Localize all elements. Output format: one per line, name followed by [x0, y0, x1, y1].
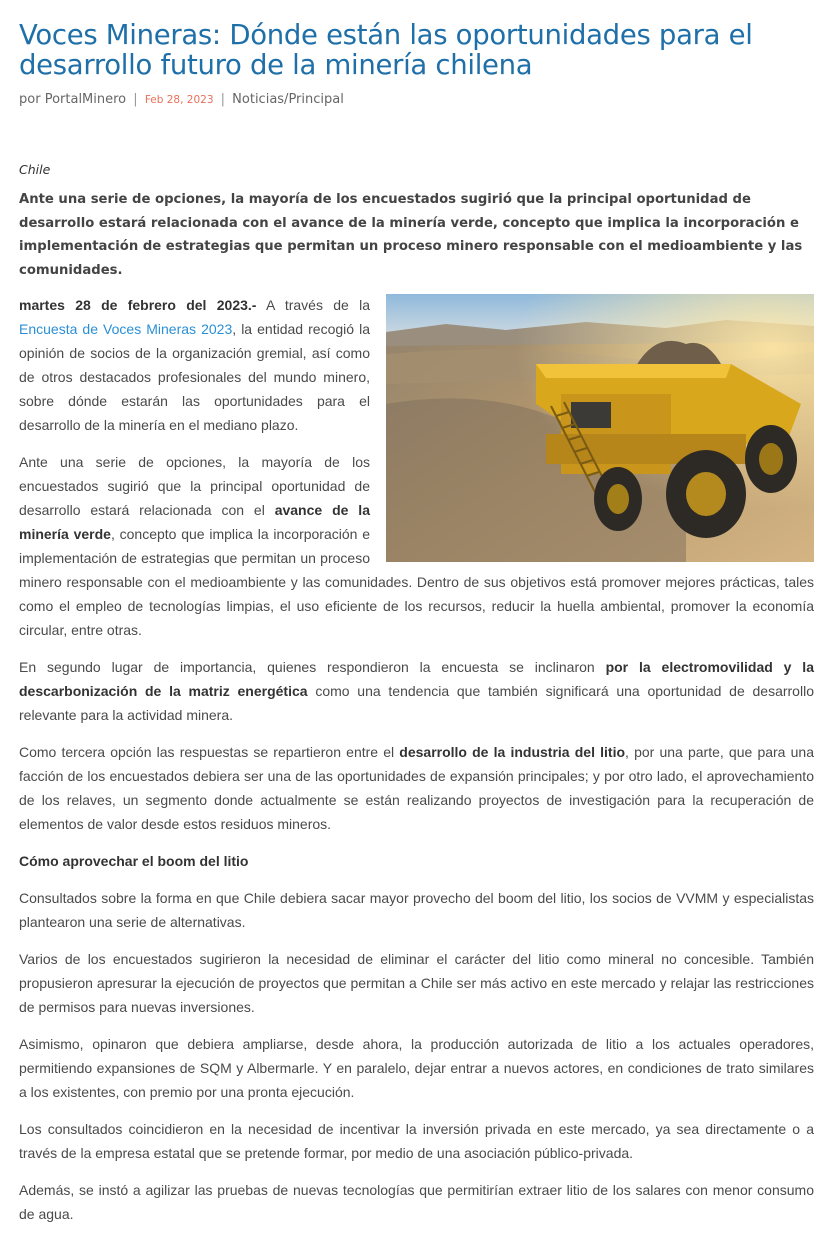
paragraph-4	[19, 740, 814, 836]
bold-text: por la electromovilidad y la descarbonización de la matriz energética	[19, 659, 814, 699]
paragraph-3	[19, 655, 814, 727]
author-link[interactable]: PortalMinero	[44, 92, 127, 107]
survey-link[interactable]: Encuesta de Voces Mineras 2023	[19, 321, 233, 337]
paragraph-text: Ante una serie de opciones, la mayoría de los encuestados sugirió que la principal oportunidad de desarrollo estará relacionada con el	[19, 454, 370, 518]
paragraph-6: Varios de los encuestados sugirieron la necesidad de eliminar el carácter del litio como mineral no concesible. También propusieron apresurar la ejecución de proyectos que permitan a Chile ser más activo en este mercado y relajar las restricciones de permisos para nuevas inversiones.	[19, 951, 814, 1015]
article-body	[19, 293, 814, 1226]
location: Chile	[19, 162, 51, 177]
meta-separator: |	[220, 92, 226, 107]
paragraph-text: , la entidad recogió la opinión de socios de la organización gremial, así como de otros destacados profesionales del mundo minero, sobre dónde estarán las oportunidades para el desarrollo de la minería en el mediano plazo.	[19, 321, 371, 433]
by-prefix: por	[19, 92, 41, 107]
paragraph-text: , por una parte, que para una facción de los encuestados debiera ser una de las oportunidades de expansión principales; y por otro lado, el aprovechamiento de los relaves, un segmento donde actualmente se están realizando proyectos de investigación para la recuperación de elementos de valor desde estos residuos mineros.	[19, 744, 814, 832]
article-meta	[19, 91, 814, 109]
paragraph-text: A través de la	[256, 297, 371, 313]
paragraph-9: Además, se instó a agilizar las pruebas de nuevas tecnologías que permitirían extraer litio de los salares con menor consumo de agua.	[19, 1182, 814, 1222]
dateline: martes 28 de febrero del 2023.-	[19, 297, 257, 313]
subheading: Cómo aprovechar el boom del litio	[19, 853, 249, 869]
paragraph-text: como una tendencia que también significará una oportunidad de desarrollo relevante para la actividad minera.	[19, 683, 814, 723]
bold-text: avance de la minería verde	[19, 502, 370, 542]
paragraph-text: En segundo lugar de importancia, quienes respondieron la encuesta se inclinaron	[19, 659, 606, 675]
mining-truck-image	[386, 294, 814, 562]
publish-date: Feb 28, 2023	[144, 94, 214, 106]
bold-text: desarrollo de la industria del litio	[399, 744, 626, 760]
article-title: Voces Mineras: Dónde están las oportunidades para el desarrollo futuro de la minería chilena	[19, 19, 753, 81]
paragraph-7: Asimismo, opinaron que debiera ampliarse, desde ahora, la producción autorizada de litio a los actuales operadores, permitiendo expansiones de SQM y Albermarle. Y en paralelo, dejar entrar a nuevos actores, en condiciones de trato similares a los existentes, con premio por una pronta ejecución.	[19, 1036, 814, 1100]
lead-paragraph: Ante una serie de opciones, la mayoría de los encuestados sugirió que la principal oportunidad de desarrollo estará relacionada con el avance de la minería verde, concepto que implica la incorporación e implementación de estrategias que permitan un proceso minero responsable con el medioambiente y las comunidades.	[19, 192, 803, 278]
paragraph-text: Como tercera opción las respuestas se repartieron entre el	[19, 744, 400, 760]
meta-separator: |	[133, 92, 138, 107]
article	[19, 0, 814, 1239]
paragraph-8: Los consultados coincidieron en la necesidad de incentivar la inversión privada en este mercado, ya sea directamente o a través de la empresa estatal que se pretende formar, por medio de una asociación público-privada.	[19, 1121, 814, 1161]
paragraph-text: , concepto que implica la incorporación e implementación de estrategias que permitan un proceso minero responsable con el medioambiente y las comunidades. Dentro de sus objetivos está promover mejores prácticas, tales como el empleo de tecnologías limpias, el uso eficiente de los recursos, reducir la huella ambiental, promover la economía circular, entre otras.	[19, 526, 814, 638]
category-link[interactable]: Noticias/Principal	[232, 92, 344, 107]
paragraph-5: Consultados sobre la forma en que Chile debiera sacar mayor provecho del boom del litio, los socios de VVMM y especialistas plantearon una serie de alternativas.	[19, 890, 814, 930]
